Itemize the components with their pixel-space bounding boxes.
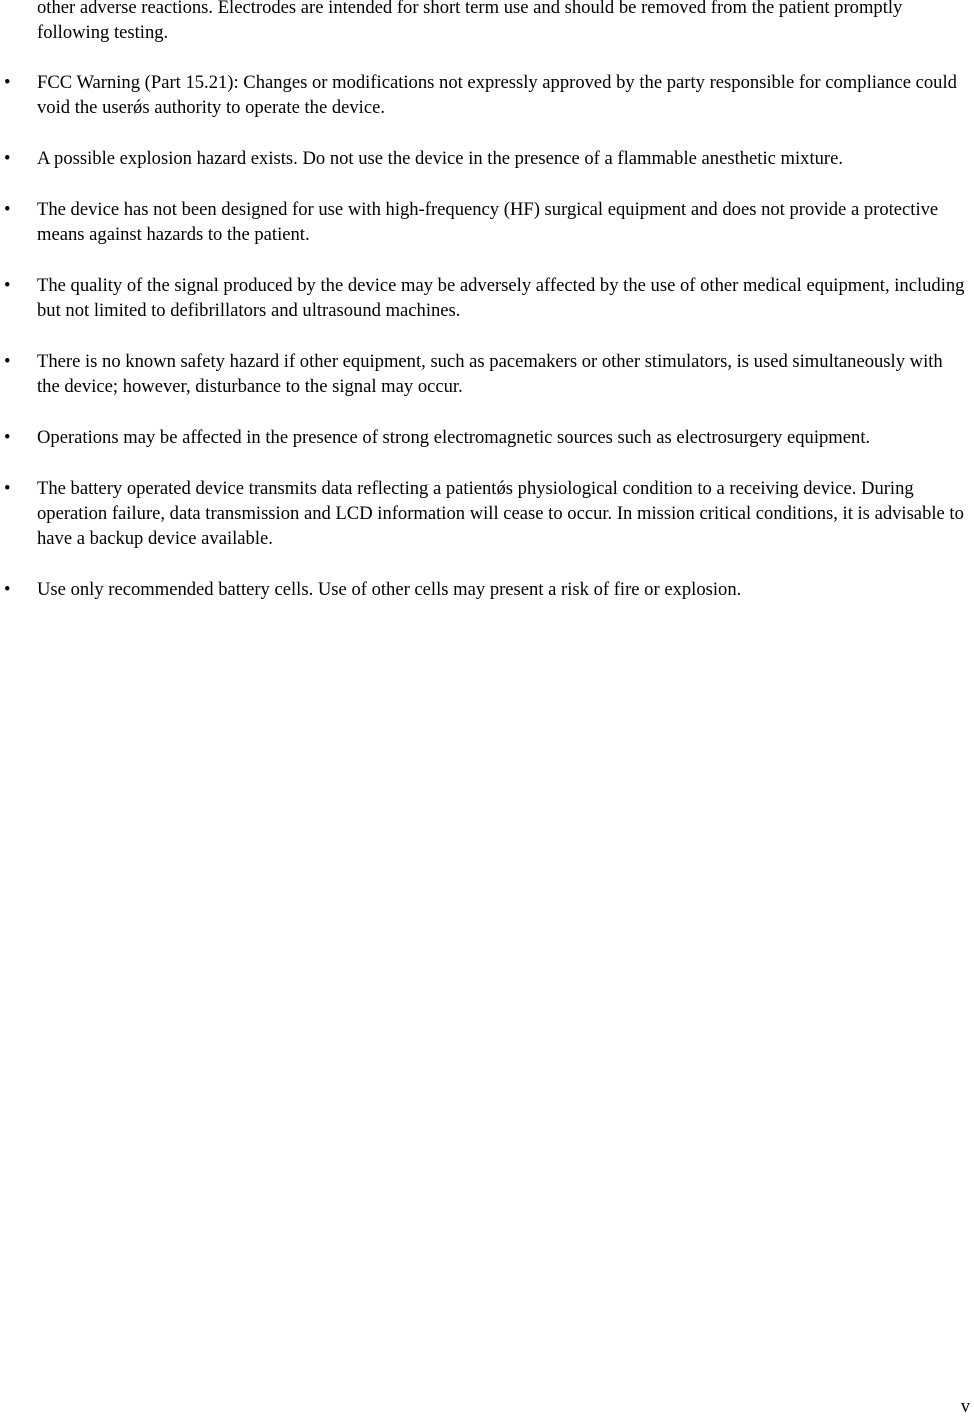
warning-item-pacemakers [0,349,974,399]
warning-text: The quality of the signal produced by the device may be adversely affected by the use of other medical equipment, including but not limited to defibrillators and ultrasound machines. [37,275,965,321]
warning-item-hf-surgical [0,197,974,247]
warning-item-battery-cells [0,577,974,602]
bullet-icon: • [4,427,11,448]
bullet-icon: • [4,72,11,93]
bullet-icon: • [4,478,11,499]
warning-text: There is no known safety hazard if other equipment, such as pacemakers or other stimulators, is used simultaneously with the device; however, disturbance to the signal may occur. [37,351,943,397]
warning-item-signal-quality [0,273,974,323]
warning-text: FCC Warning (Part 15.21): Changes or modifications not expressly approved by the party responsible for compliance could void the userǿs authority to operate the device. [37,72,957,118]
warning-item-battery-transmission [0,476,974,551]
bullet-icon: • [4,148,11,169]
continuation-paragraph: other adverse reactions. Electrodes are intended for short term use and should be removed from the patient promptly following testing. [37,0,903,43]
warning-text: A possible explosion hazard exists. Do not use the device in the presence of a flammable anesthetic mixture. [37,148,844,169]
bullet-icon: • [4,351,11,372]
warning-item-fcc [0,70,974,120]
warning-text: Use only recommended battery cells. Use of other cells may present a risk of fire or explosion. [37,579,742,600]
warning-text: Operations may be affected in the presence of strong electromagnetic sources such as electrosurgery equipment. [37,427,871,448]
warning-item-explosion [0,146,974,171]
bullet-icon: • [4,579,11,600]
bullet-icon: • [4,275,11,296]
page-number: v [960,1396,970,1417]
warning-list [0,70,974,628]
warning-text: The device has not been designed for use with high-frequency (HF) surgical equipment and does not provide a protective means against hazards to the patient. [37,199,939,245]
warning-item-electromagnetic [0,425,974,450]
warning-text: The battery operated device transmits data reflecting a patientǿs physiological condition to a receiving device. During operation failure, data transmission and LCD information will cease to occur. In mission critical conditions, it is advisable to have a backup device available. [37,478,964,549]
bullet-icon: • [4,199,11,220]
